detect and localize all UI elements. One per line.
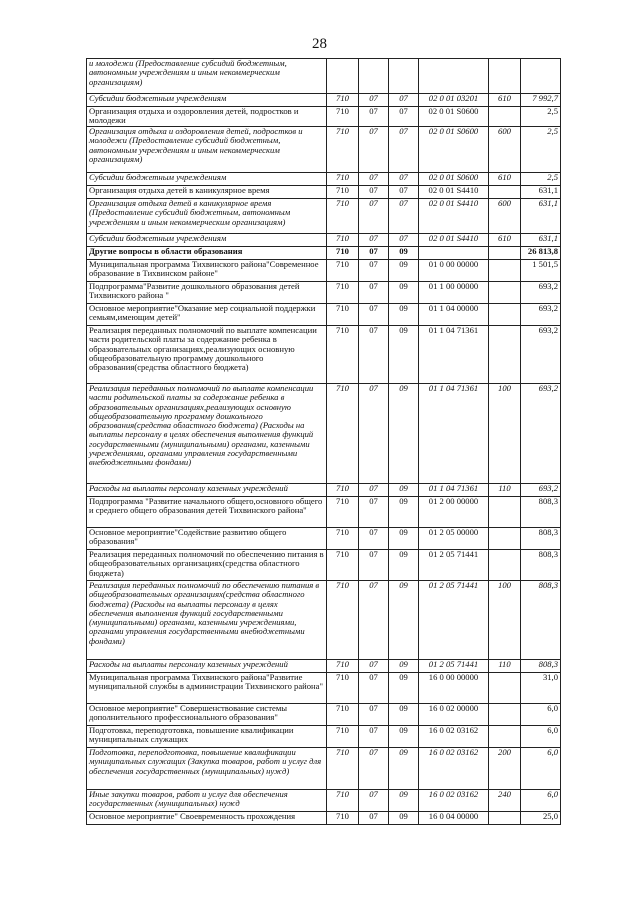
row-name: Подготовка, переподготовка, повышение квалификации муниципальных служащих [87,726,327,748]
row-target-article: 01 1 04 71361 [419,326,489,384]
row-section-code: 07 [359,581,389,660]
row-amount: 6,0 [521,726,561,748]
row-grbs-code: 710 [327,326,359,384]
row-amount: 7 992,7 [521,94,561,107]
row-expense-type: 110 [489,660,521,673]
row-subsection-code: 07 [389,234,419,247]
table-row [87,282,561,304]
row-expense-type [489,107,521,127]
row-section-code: 07 [359,384,389,484]
row-subsection-code: 09 [389,484,419,497]
row-target-article: 16 0 04 00000 [419,812,489,825]
row-name: Иные закупки товаров, работ и услуг для обеспечения государственных (муниципальных) нужд [87,790,327,812]
row-expense-type [489,726,521,748]
row-target-article: 02 0 01 S4410 [419,234,489,247]
row-amount: 31,0 [521,673,561,704]
row-subsection-code [389,59,419,94]
row-expense-type [489,304,521,326]
row-amount: 693,2 [521,384,561,484]
table-row [87,673,561,704]
row-name: Основное мероприятие"Содействие развитию общего образования" [87,528,327,550]
row-grbs-code: 710 [327,304,359,326]
row-name: Подпрограмма"Развитие дошкольного образования детей Тихвинского района " [87,282,327,304]
row-expense-type [489,528,521,550]
row-target-article: 16 0 02 03162 [419,748,489,790]
table-row [87,704,561,726]
row-subsection-code: 09 [389,790,419,812]
row-subsection-code: 09 [389,748,419,790]
row-grbs-code: 710 [327,704,359,726]
row-grbs-code: 710 [327,107,359,127]
row-name: Организация отдыха и оздоровления детей, подростков и молодежи (Предоставление субсидий бюджетным, автономным учреждениям и иным некоммерческим организациям) [87,127,327,173]
row-section-code: 07 [359,673,389,704]
row-target-article: 01 2 05 71441 [419,550,489,581]
row-subsection-code: 09 [389,497,419,528]
row-expense-type: 110 [489,484,521,497]
row-amount: 808,3 [521,581,561,660]
row-expense-type [489,673,521,704]
row-name: Реализация переданных полномочий по обеспечению питания в общеобразовательных организациях(средства областного бюджета) (Расходы на выплаты персоналу в целях обеспечения выполнения функций государственными (муниципальными) органами, казенными учреждениями, органами управления государственными внебюджетными фондами) [87,581,327,660]
row-expense-type [489,247,521,260]
table-row [87,186,561,199]
row-amount: 1 501,5 [521,260,561,282]
table-row [87,326,561,384]
row-name: Субсидии бюджетным учреждениям [87,173,327,186]
row-name: Основное мероприятие" Совершенствование системы дополнительного профессионального образования" [87,704,327,726]
row-name: Основное мероприятие"Оказание мер социальной поддержки семьям,имеющим детей" [87,304,327,326]
row-grbs-code [327,59,359,94]
row-target-article: 01 1 04 71361 [419,484,489,497]
table-row [87,748,561,790]
row-section-code: 07 [359,304,389,326]
row-amount: 2,5 [521,173,561,186]
row-target-article: 02 0 01 S0600 [419,173,489,186]
row-amount: 6,0 [521,790,561,812]
table-row [87,484,561,497]
table-row [87,260,561,282]
row-expense-type [489,186,521,199]
row-grbs-code: 710 [327,127,359,173]
table-row [87,173,561,186]
row-section-code: 07 [359,550,389,581]
row-subsection-code: 09 [389,673,419,704]
row-grbs-code: 710 [327,726,359,748]
row-name: Реализация переданных полномочий по обеспечению питания в общеобразовательных организациях(средства областного бюджета) [87,550,327,581]
row-target-article: 01 0 00 00000 [419,260,489,282]
row-expense-type: 610 [489,173,521,186]
table-row [87,550,561,581]
row-target-article: 01 2 05 00000 [419,528,489,550]
row-amount: 693,2 [521,326,561,384]
row-section-code: 07 [359,173,389,186]
row-grbs-code: 710 [327,234,359,247]
row-section-code: 07 [359,247,389,260]
row-grbs-code: 710 [327,528,359,550]
row-amount: 631,1 [521,186,561,199]
row-expense-type: 200 [489,748,521,790]
row-name: Субсидии бюджетным учреждениям [87,234,327,247]
row-subsection-code: 09 [389,550,419,581]
row-target-article: 02 0 01 S4410 [419,186,489,199]
table-row [87,247,561,260]
row-target-article [419,247,489,260]
row-expense-type: 240 [489,790,521,812]
row-section-code: 07 [359,726,389,748]
row-subsection-code: 09 [389,304,419,326]
row-target-article: 16 0 00 00000 [419,673,489,704]
row-section-code: 07 [359,127,389,173]
row-section-code: 07 [359,497,389,528]
row-section-code: 07 [359,107,389,127]
page-number: 28 [312,36,327,52]
row-section-code: 07 [359,660,389,673]
row-amount: 808,3 [521,550,561,581]
row-subsection-code: 09 [389,660,419,673]
row-target-article: 01 2 05 71441 [419,581,489,660]
row-section-code: 07 [359,326,389,384]
row-name: Организация отдыха и оздоровления детей, подростков и молодежи [87,107,327,127]
row-amount: 808,3 [521,497,561,528]
row-target-article: 01 1 04 00000 [419,304,489,326]
table-row [87,304,561,326]
row-name: Другие вопросы в области образования [87,247,327,260]
row-section-code: 07 [359,94,389,107]
table-row [87,660,561,673]
row-name: Муниципальная программа Тихвинского района"Развитие муниципальной службы в администрации Тихвинского района" [87,673,327,704]
row-section-code: 07 [359,748,389,790]
row-expense-type: 100 [489,384,521,484]
row-expense-type: 610 [489,94,521,107]
row-target-article: 01 2 00 00000 [419,497,489,528]
row-expense-type [489,812,521,825]
row-expense-type [489,550,521,581]
table-row [87,497,561,528]
row-grbs-code: 710 [327,199,359,234]
row-grbs-code: 710 [327,247,359,260]
row-target-article: 02 0 01 S0600 [419,107,489,127]
row-target-article: 02 0 01 S4410 [419,199,489,234]
row-expense-type [489,326,521,384]
row-grbs-code: 710 [327,581,359,660]
row-subsection-code: 09 [389,384,419,484]
row-amount: 693,2 [521,484,561,497]
row-expense-type [489,59,521,94]
table-row [87,790,561,812]
row-amount: 6,0 [521,748,561,790]
row-subsection-code: 07 [389,186,419,199]
row-grbs-code: 710 [327,497,359,528]
row-amount: 2,5 [521,107,561,127]
table-row [87,528,561,550]
row-amount: 631,1 [521,234,561,247]
row-target-article: 16 0 02 03162 [419,790,489,812]
row-subsection-code: 09 [389,704,419,726]
row-subsection-code: 07 [389,94,419,107]
table-row [87,127,561,173]
row-name: Основное мероприятие" Своевременность прохождения [87,812,327,825]
row-section-code: 07 [359,282,389,304]
table-row [87,94,561,107]
row-name: Расходы на выплаты персоналу казенных учреждений [87,660,327,673]
row-name: Организация отдыха детей в каникулярное время [87,186,327,199]
row-name: Муниципальная программа Тихвинского района"Современное образование в Тихвинском районе" [87,260,327,282]
row-subsection-code: 09 [389,282,419,304]
row-section-code: 07 [359,528,389,550]
row-grbs-code: 710 [327,260,359,282]
row-target-article: 01 1 04 71361 [419,384,489,484]
row-section-code [359,59,389,94]
row-section-code: 07 [359,186,389,199]
row-amount: 808,3 [521,528,561,550]
row-grbs-code: 710 [327,660,359,673]
row-target-article: 01 2 05 71441 [419,660,489,673]
row-subsection-code: 09 [389,812,419,825]
table-row [87,234,561,247]
row-section-code: 07 [359,704,389,726]
row-expense-type [489,497,521,528]
row-target-article: 16 0 02 03162 [419,726,489,748]
row-subsection-code: 07 [389,173,419,186]
row-grbs-code: 710 [327,748,359,790]
table-row [87,199,561,234]
row-amount: 25,0 [521,812,561,825]
row-name: Субсидии бюджетным учреждениям [87,94,327,107]
row-section-code: 07 [359,790,389,812]
row-expense-type: 600 [489,199,521,234]
row-section-code: 07 [359,234,389,247]
row-subsection-code: 09 [389,581,419,660]
row-name: Реализация переданных полномочий по выплате компенсации части родительской платы за содержание ребенка в образовательных организациях,реализующих основную общеобразовательную программу дошкольного образования(средства областного бюджета) (Расходы на выплаты персоналу в целях обеспечения выполнения функций государственными (муниципальными) органами, казенными учреждениями, органами управления государственными внебюджетными фондами) [87,384,327,484]
row-name: и молодежи (Предоставление субсидий бюджетным, автономным учреждениям и иным некоммерческим организациям) [87,59,327,94]
table-row [87,59,561,94]
row-amount: 2,5 [521,127,561,173]
table-row [87,581,561,660]
row-grbs-code: 710 [327,282,359,304]
row-target-article: 02 0 01 S0600 [419,127,489,173]
row-amount: 6,0 [521,704,561,726]
budget-table [86,58,561,825]
row-grbs-code: 710 [327,384,359,484]
row-subsection-code: 09 [389,247,419,260]
row-expense-type: 610 [489,234,521,247]
row-expense-type [489,282,521,304]
row-subsection-code: 09 [389,326,419,384]
row-section-code: 07 [359,260,389,282]
row-amount [521,59,561,94]
row-target-article [419,59,489,94]
row-subsection-code: 07 [389,107,419,127]
row-grbs-code: 710 [327,94,359,107]
row-amount: 693,2 [521,282,561,304]
table-row [87,812,561,825]
row-name: Подготовка, переподготовка, повышение квалификации муниципальных служащих (Закупка товаров, работ и услуг для обеспечения государственных (муниципальных) нужд) [87,748,327,790]
row-grbs-code: 710 [327,812,359,825]
row-grbs-code: 710 [327,673,359,704]
table-row [87,384,561,484]
row-subsection-code: 09 [389,528,419,550]
row-target-article: 01 1 00 00000 [419,282,489,304]
row-expense-type [489,260,521,282]
row-name: Реализация переданных полномочий по выплате компенсации части родительской платы за содержание ребенка в образовательных организациях,реализующих основную общеобразовательную программу дошкольного образования(средства областного бюджета) [87,326,327,384]
row-grbs-code: 710 [327,790,359,812]
row-section-code: 07 [359,484,389,497]
row-amount: 808,3 [521,660,561,673]
row-name: Подпрограмма "Развитие начального общего,основного общего и среднего общего образования детей Тихвинского района" [87,497,327,528]
row-amount: 631,1 [521,199,561,234]
row-name: Расходы на выплаты персоналу казенных учреждений [87,484,327,497]
row-section-code: 07 [359,812,389,825]
row-subsection-code: 07 [389,127,419,173]
row-expense-type: 600 [489,127,521,173]
row-expense-type: 100 [489,581,521,660]
table-row [87,726,561,748]
row-grbs-code: 710 [327,550,359,581]
row-section-code: 07 [359,199,389,234]
row-subsection-code: 09 [389,726,419,748]
table-row [87,107,561,127]
row-amount: 26 813,8 [521,247,561,260]
row-target-article: 16 0 02 00000 [419,704,489,726]
row-amount: 693,2 [521,304,561,326]
row-subsection-code: 09 [389,260,419,282]
row-grbs-code: 710 [327,173,359,186]
row-name: Организация отдыха детей в каникулярное время (Предоставление субсидий бюджетным, автономным учреждениям и иным некоммерческим организациям) [87,199,327,234]
row-grbs-code: 710 [327,484,359,497]
row-target-article: 02 0 01 03201 [419,94,489,107]
row-subsection-code: 07 [389,199,419,234]
row-grbs-code: 710 [327,186,359,199]
row-expense-type [489,704,521,726]
